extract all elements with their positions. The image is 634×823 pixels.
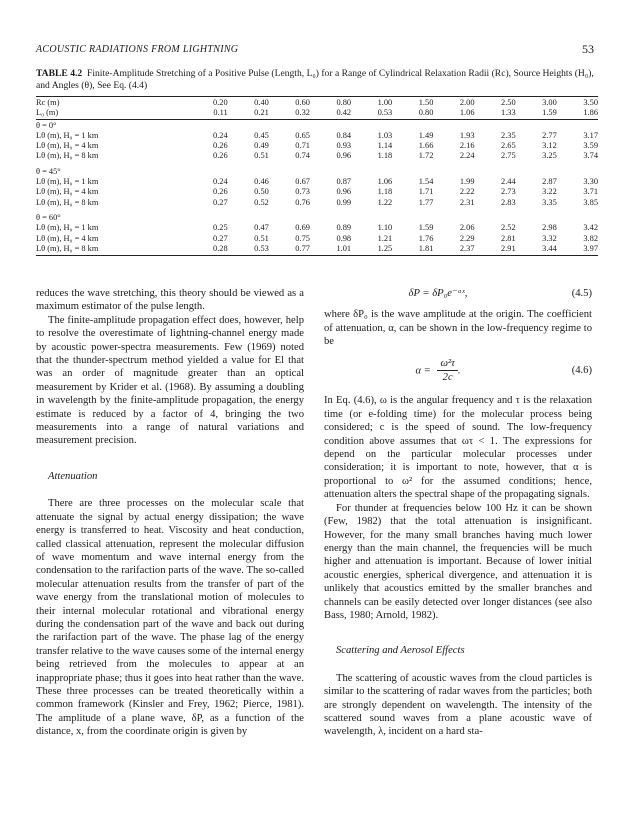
table-cell: 0.53 [377, 108, 393, 118]
table-cell: 0.20 [187, 97, 228, 109]
equation-expression [324, 357, 552, 385]
table-row [36, 151, 598, 161]
table-cell: 0.89 [336, 223, 352, 233]
table-section-row [36, 119, 598, 131]
paragraph: where δP₀ is the wave amplitude at the origin. The coefficient of attenuation, α, can be shown in the low-frequency regime to be [324, 309, 592, 348]
table-cell: 3.44 [516, 244, 557, 256]
table-number: TABLE 4.2 [36, 68, 83, 79]
row-label: Lθ (m), H₀ = 1 km [36, 177, 99, 187]
table-cell: 3.12 [542, 141, 557, 151]
table-cell: 1.81 [392, 244, 433, 256]
table-cell: 2.75 [501, 151, 516, 161]
table-cell: 1.59 [542, 108, 557, 118]
table-caption [36, 68, 598, 92]
table-cell: 0.26 [213, 187, 228, 197]
table-cell: 0.26 [213, 141, 228, 151]
table-row [36, 97, 598, 109]
table-cell: 0.49 [254, 141, 269, 151]
table-cell: 2.52 [501, 223, 516, 233]
table-row [36, 108, 598, 119]
table-cell: 0.84 [336, 130, 352, 140]
table-cell: 0.47 [254, 223, 269, 233]
fraction-denominator: 2c [442, 372, 453, 384]
equation-number: (4.6) [571, 364, 592, 376]
table-cell: 1.59 [418, 223, 434, 233]
table-cell: 1.06 [459, 108, 475, 118]
table-cell: 3.00 [516, 97, 557, 109]
table-cell: 0.26 [213, 151, 228, 161]
table-cell: 1.66 [418, 141, 434, 151]
table-cell: 1.00 [351, 97, 392, 109]
table-cell: 0.53 [228, 244, 269, 256]
table-cell: 0.11 [213, 108, 228, 118]
table-cell: 0.67 [295, 177, 310, 187]
row-label: Lθ (m), H₀ = 8 km [36, 197, 99, 207]
equation-lhs: α = [415, 364, 431, 376]
table-cell: 0.99 [336, 197, 352, 207]
table-cell: 3.74 [583, 151, 598, 161]
paragraph: The finite-amplitude propagation effect does, however, help to resolve the overestimate of lightning-channel energy made by acoustic power-spectra measurements. Few (1969) noted that the thunder-spectrum method yielded a value for El that was an order of magnitude greater than an optical measurement by Krider et al. (1968). By assuming a doubling in wavelength by the finite-amplitude propagation, the energy estimate is reduced by a factor of 4, bringing the two measurements into a range of natural variations and measurement precision. [36, 314, 304, 447]
table-cell: 0.50 [254, 187, 269, 197]
table-cell: 1.99 [459, 177, 475, 187]
table-cell: 0.51 [254, 151, 269, 161]
table-cell: 2.00 [433, 97, 474, 109]
table-cell: 0.96 [336, 187, 352, 197]
row-label: Lθ (m), H₀ = 8 km [36, 244, 187, 256]
table-cell: 0.24 [213, 177, 228, 187]
table-cell: 0.45 [254, 130, 269, 140]
table-cell: 1.49 [418, 130, 434, 140]
paragraph: There are three processes on the molecular scale that attenuate the signal by actual energy dissipation; the wave energy is transferred to heat. Viscosity and heat conduction, called classical attenuation, represent the molecular diffusion of wave momentum and wave internal energy from the condensation to the rarifaction parts of the wave. The so-called molecular attenuation results from the transfer of part of the wave energy from the translational motion of molecules to their internal molecular rotational and vibrational energy during the condensation part of the wave and back out during the rarifaction part of the wave. The phase lag of the energy transfer relative to the wave causes some of the internal energy being retrieved from the molecules to appear at an inappropriate phase; thus it goes into heat rather than the wave. These three processes can be treated theoretically within a common framework (Kinsler and Frey, 1962; Pierce, 1981). The amplitude of a plane wave, δP, as a function of the distance, x, from the coordinate origin is given by [36, 498, 304, 738]
table-row [36, 141, 598, 151]
table-cell: 3.71 [583, 187, 598, 197]
table-cell: 1.14 [377, 141, 393, 151]
equation-tail: . [457, 364, 461, 376]
table-cell: 1.22 [377, 197, 393, 207]
equation-4-6 [324, 357, 592, 385]
table-cell: 3.17 [583, 130, 598, 140]
row-label: Rc (m) [36, 97, 187, 109]
table-cell: 2.98 [542, 223, 557, 233]
paragraph: The scattering of acoustic waves from the cloud particles is similar to the scattering of radar waves from the particles; both are strongly dependent on wavelength. The intensity of the scattered sound waves from a plane acoustic wave of wavelength, λ, incident on a hard sta- [324, 672, 592, 738]
table-cell: 0.98 [336, 233, 352, 243]
row-label: Lθ (m), H₀ = 4 km [36, 141, 99, 151]
table-cell: 3.97 [557, 244, 598, 256]
table-cell: 1.77 [418, 197, 434, 207]
paragraph: In Eq. (4.6), ω is the angular frequency and τ is the relaxation time (or e-folding time) for the molecular process being considered; c is the speed of sound. The low-frequency condition above assumes that ωτ < 1. The expressions for depend on the particular molecular processes under consideration; it is important to note, however, that α is proportional to ω² for the assumed conditions; hence, attenuation alters the spectral shape of the propagating signals. [324, 395, 592, 501]
table-cell: 0.40 [228, 97, 269, 109]
table-cell: 2.44 [501, 177, 516, 187]
table-cell: 3.35 [542, 197, 557, 207]
equation-expression: δP = δP₀e⁻ᵅˣ, [408, 288, 468, 299]
row-label: Lθ (m), H₀ = 4 km [36, 233, 99, 243]
table-cell: 3.85 [583, 197, 598, 207]
row-label: Lθ (m), H₀ = 1 km [36, 223, 99, 233]
table-row [36, 198, 598, 208]
section-title: θ = 45° [36, 166, 61, 176]
table-cell: 3.30 [583, 177, 598, 187]
table-cell: 3.42 [583, 223, 598, 233]
table-cell: 0.65 [295, 130, 310, 140]
row-label: L₀ (m) [36, 108, 59, 118]
table-cell: 3.22 [542, 187, 557, 197]
table-cell: 1.72 [418, 151, 434, 161]
right-column [324, 287, 592, 739]
table-cell: 3.25 [542, 151, 557, 161]
table-cell: 0.71 [295, 141, 310, 151]
table-cell: 3.82 [583, 233, 598, 243]
table-row [36, 223, 598, 233]
table-row [36, 187, 598, 197]
table-row [36, 244, 598, 256]
equation-number: (4.5) [571, 288, 592, 299]
equation-fraction [437, 357, 457, 385]
table-row [36, 177, 598, 187]
table-cell: 0.75 [295, 233, 310, 243]
page-number: 53 [582, 42, 594, 56]
table-cell: 2.87 [542, 177, 557, 187]
table-row [36, 234, 598, 244]
table-cell: 1.86 [583, 108, 598, 118]
table-cell: 0.73 [295, 187, 310, 197]
table-cell: 2.29 [459, 233, 475, 243]
table-cell: 0.87 [336, 177, 352, 187]
table-cell: 1.54 [418, 177, 434, 187]
table-cell: 2.83 [501, 197, 516, 207]
table-cell: 1.71 [418, 187, 434, 197]
section-title: θ = 60° [36, 212, 61, 222]
table-cell: 0.46 [254, 177, 269, 187]
table-cell: 0.76 [295, 197, 310, 207]
table-cell: 2.31 [459, 197, 475, 207]
section-heading-attenuation: Attenuation [48, 470, 98, 482]
table-cell: 2.22 [459, 187, 475, 197]
table-cell: 2.65 [501, 141, 516, 151]
left-column [36, 287, 304, 739]
table-cell: 2.77 [542, 130, 557, 140]
table-cell: 2.16 [459, 141, 475, 151]
table-cell: 3.59 [583, 141, 598, 151]
table-cell: 1.25 [351, 244, 392, 256]
table-cell: 0.60 [269, 97, 310, 109]
table-cell: 1.21 [377, 233, 393, 243]
paragraph: reduces the wave stretching, this theory should be viewed as a maximum estimator of the pulse length. [36, 288, 304, 313]
running-head: ACOUSTIC RADIATIONS FROM LIGHTNING [36, 44, 239, 55]
table-cell: 0.69 [295, 223, 310, 233]
table-cell: 1.06 [377, 177, 393, 187]
table-cell: 0.93 [336, 141, 352, 151]
table-cell: 0.32 [295, 108, 310, 118]
section-title: θ = 0° [36, 119, 598, 131]
table-cell: 0.80 [310, 97, 351, 109]
paragraph: For thunder at frequencies below 100 Hz it can be shown (Few, 1982) that the total attenuation is insignificant. However, for the many small branches having much lower energy than the main channel, the frequencies will be much higher and attenuation is important. Because of lower initial acoustic energies, spherical divergence, and attenuation it is unlikely that acoustics emitted by the smaller branches and channels can be easily detected over longer distances (see also Bass, 1980; Arnold, 1982). [324, 502, 592, 621]
table-cell: 0.96 [336, 151, 352, 161]
table-cell: 0.25 [213, 223, 228, 233]
table-cell: 1.18 [377, 187, 393, 197]
table-cell: 2.37 [433, 244, 474, 256]
table-cell: 1.76 [418, 233, 434, 243]
table-cell: 1.03 [377, 130, 393, 140]
table-cell: 0.21 [254, 108, 269, 118]
table-cell: 0.24 [213, 130, 228, 140]
table-cell: 2.91 [475, 244, 516, 256]
table-cell: 1.50 [392, 97, 433, 109]
table-cell: 1.33 [501, 108, 516, 118]
table-cell: 0.80 [418, 108, 434, 118]
table-cell: 2.73 [501, 187, 516, 197]
table-cell: 1.01 [310, 244, 351, 256]
table-cell: 2.06 [459, 223, 475, 233]
fraction-numerator: ω²τ [437, 357, 457, 371]
equation-4-5 [324, 287, 592, 300]
table-cell: 0.42 [336, 108, 352, 118]
table-caption-text: Finite-Amplitude Stretching of a Positive Pulse (Length, L₀) for a Range of Cylindrical Relaxation Radii (Rc), Source Heights (H₀), and Angles (θ), See Eq. (4.4) [36, 68, 594, 91]
data-table [36, 96, 598, 256]
table-cell: 2.50 [475, 97, 516, 109]
table-cell: 0.52 [254, 197, 269, 207]
table-cell: 2.24 [459, 151, 475, 161]
table-section-row [36, 162, 598, 177]
table-cell: 3.32 [542, 233, 557, 243]
table-cell: 1.18 [377, 151, 393, 161]
table-cell: 3.50 [557, 97, 598, 109]
table-cell: 1.93 [459, 130, 475, 140]
table-cell: 0.28 [187, 244, 228, 256]
table-cell: 0.27 [213, 233, 228, 243]
table-cell: 0.27 [213, 197, 228, 207]
table-cell: 2.81 [501, 233, 516, 243]
table-cell: 0.74 [295, 151, 310, 161]
row-label: Lθ (m), H₀ = 4 km [36, 187, 99, 197]
table-cell: 1.10 [377, 223, 393, 233]
row-label: Lθ (m), H₀ = 1 km [36, 130, 99, 140]
table-cell: 0.77 [269, 244, 310, 256]
row-label: Lθ (m), H₀ = 8 km [36, 151, 99, 161]
section-heading-scattering: Scattering and Aerosol Effects [336, 645, 465, 657]
table-section-row [36, 208, 598, 223]
table-cell: 0.51 [254, 233, 269, 243]
table-cell: 2.35 [501, 130, 516, 140]
table-row [36, 131, 598, 141]
